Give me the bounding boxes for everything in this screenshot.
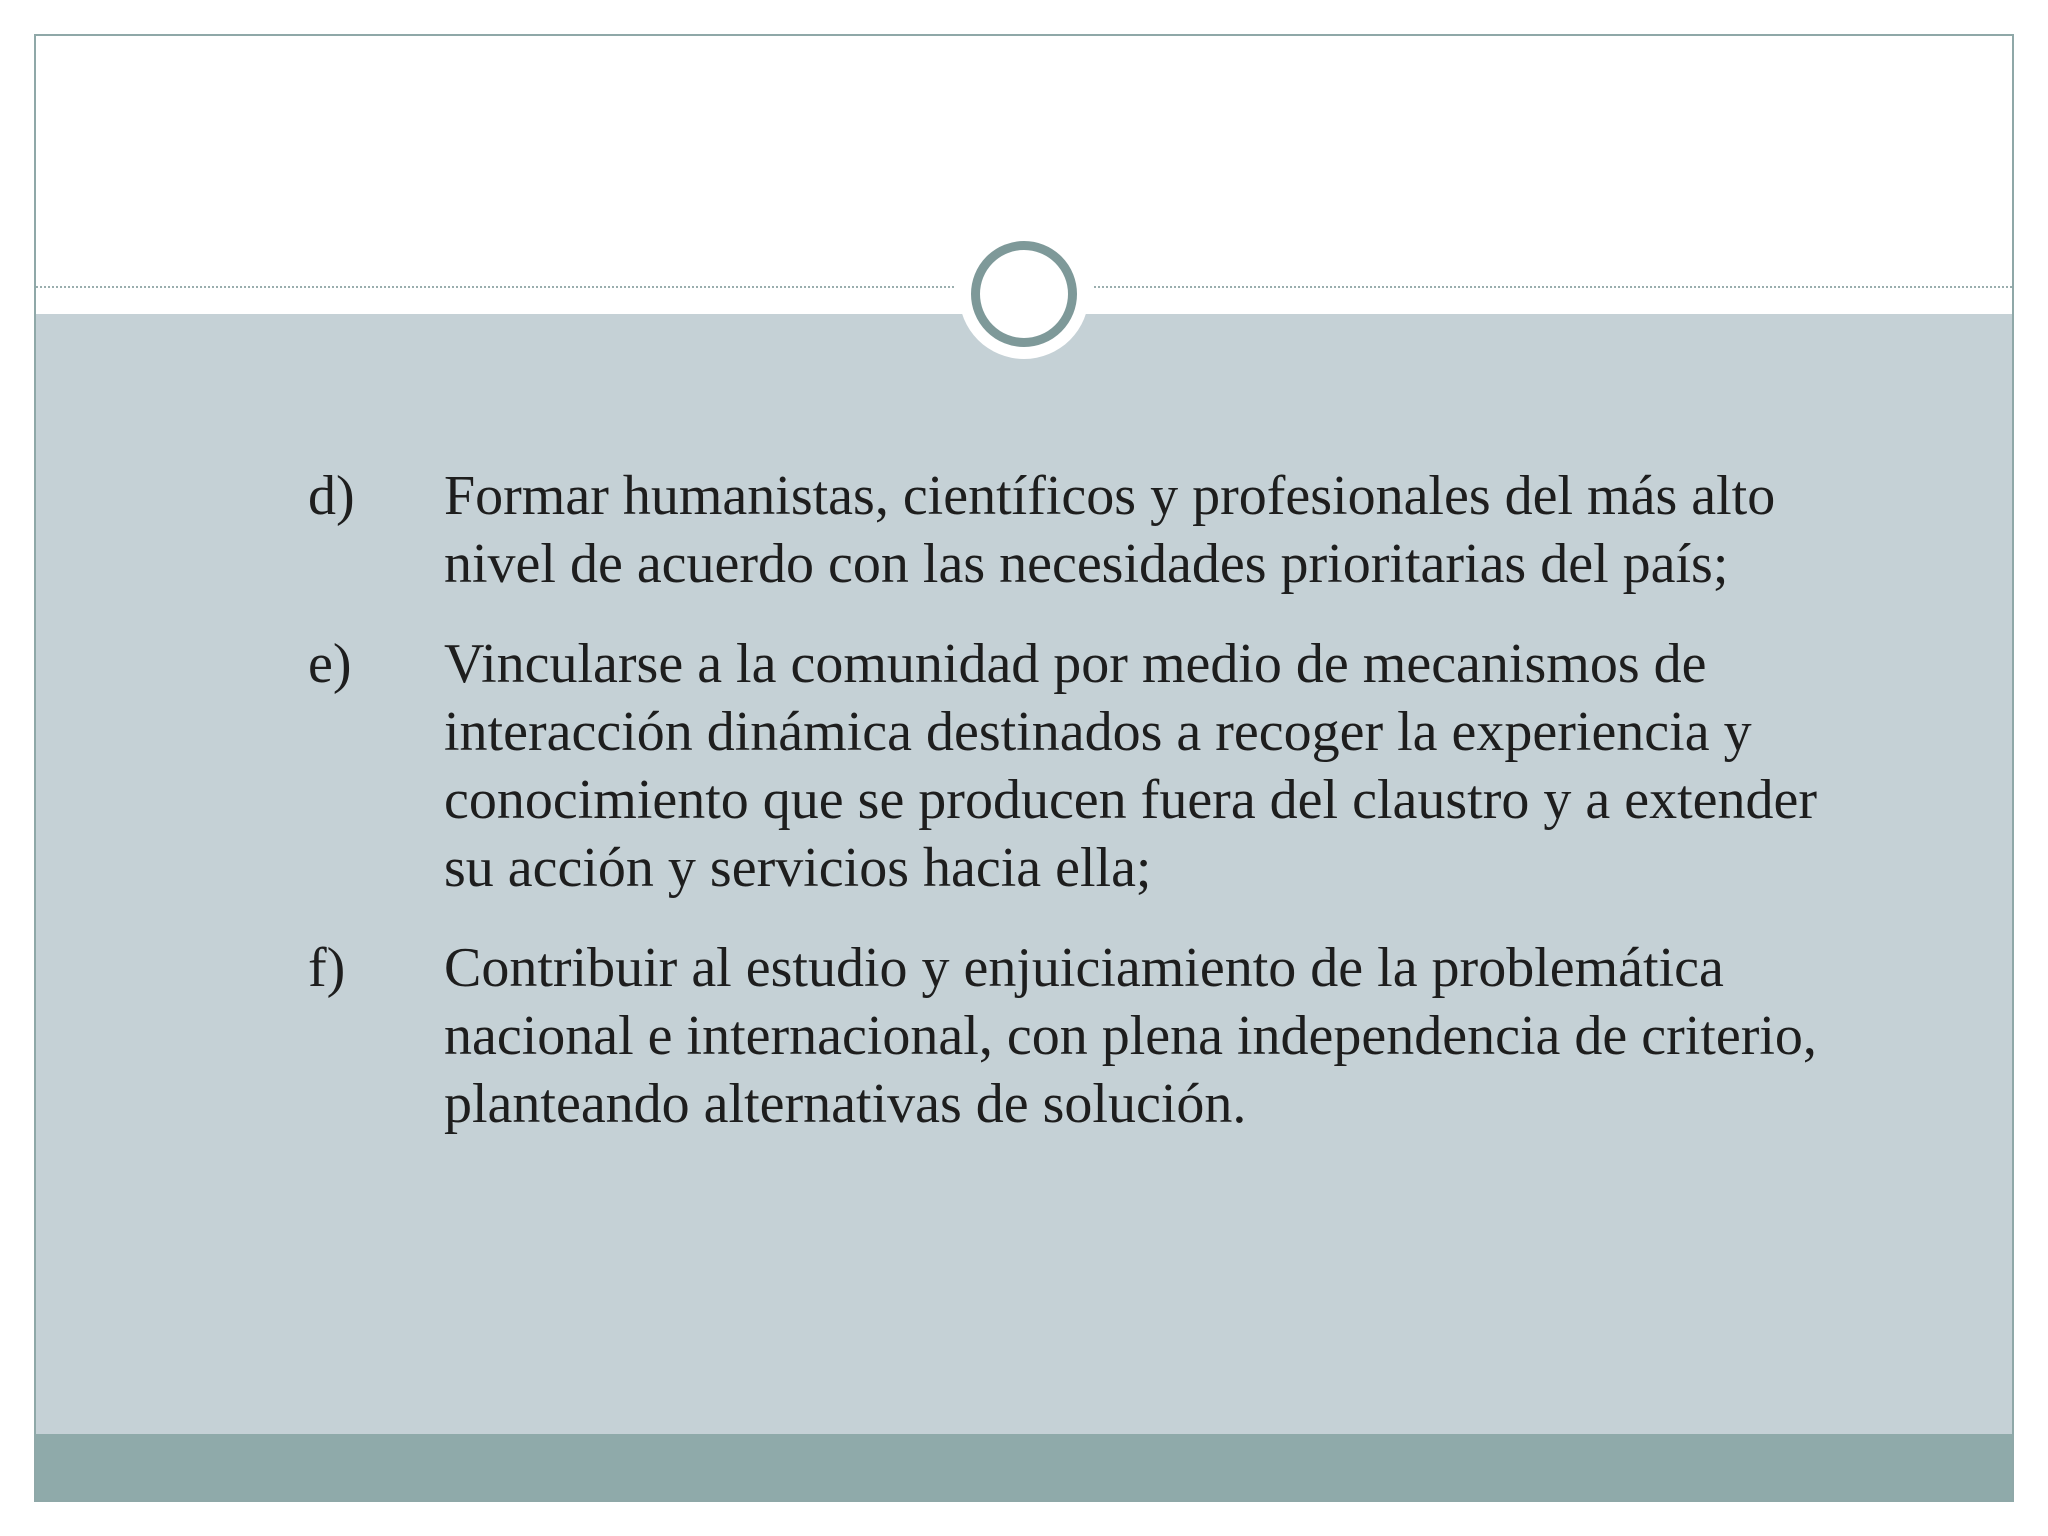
list-item-f [308,934,1868,1138]
footer-band [36,1434,2012,1502]
list-marker: d) [308,465,355,527]
list-item-text: Contribuir al estudio y enjuiciamiento de la problemática nacional e internacional, con plena independencia de criterio, planteando alternativas de solución. [444,937,1817,1135]
list-marker: e) [308,633,352,695]
list-item-e [308,630,1868,902]
list-item-text: Vincularse a la comunidad por medio de mecanismos de interacción dinámica destinados a recoger la experiencia y conocimiento que se producen fuera del claustro y a extender su acción y servicios hacia ella; [444,633,1817,899]
list-marker: f) [308,937,346,999]
dotted-divider-left [36,286,954,288]
circle-ornament-icon [971,241,1077,347]
list-item-d [308,462,1868,598]
dotted-divider-right [1094,286,2012,288]
slide [34,34,2014,1502]
list-content [308,462,1868,1170]
list-item-text: Formar humanistas, científicos y profesionales del más alto nivel de acuerdo con las necesidades prioritarias del país; [444,465,1776,595]
